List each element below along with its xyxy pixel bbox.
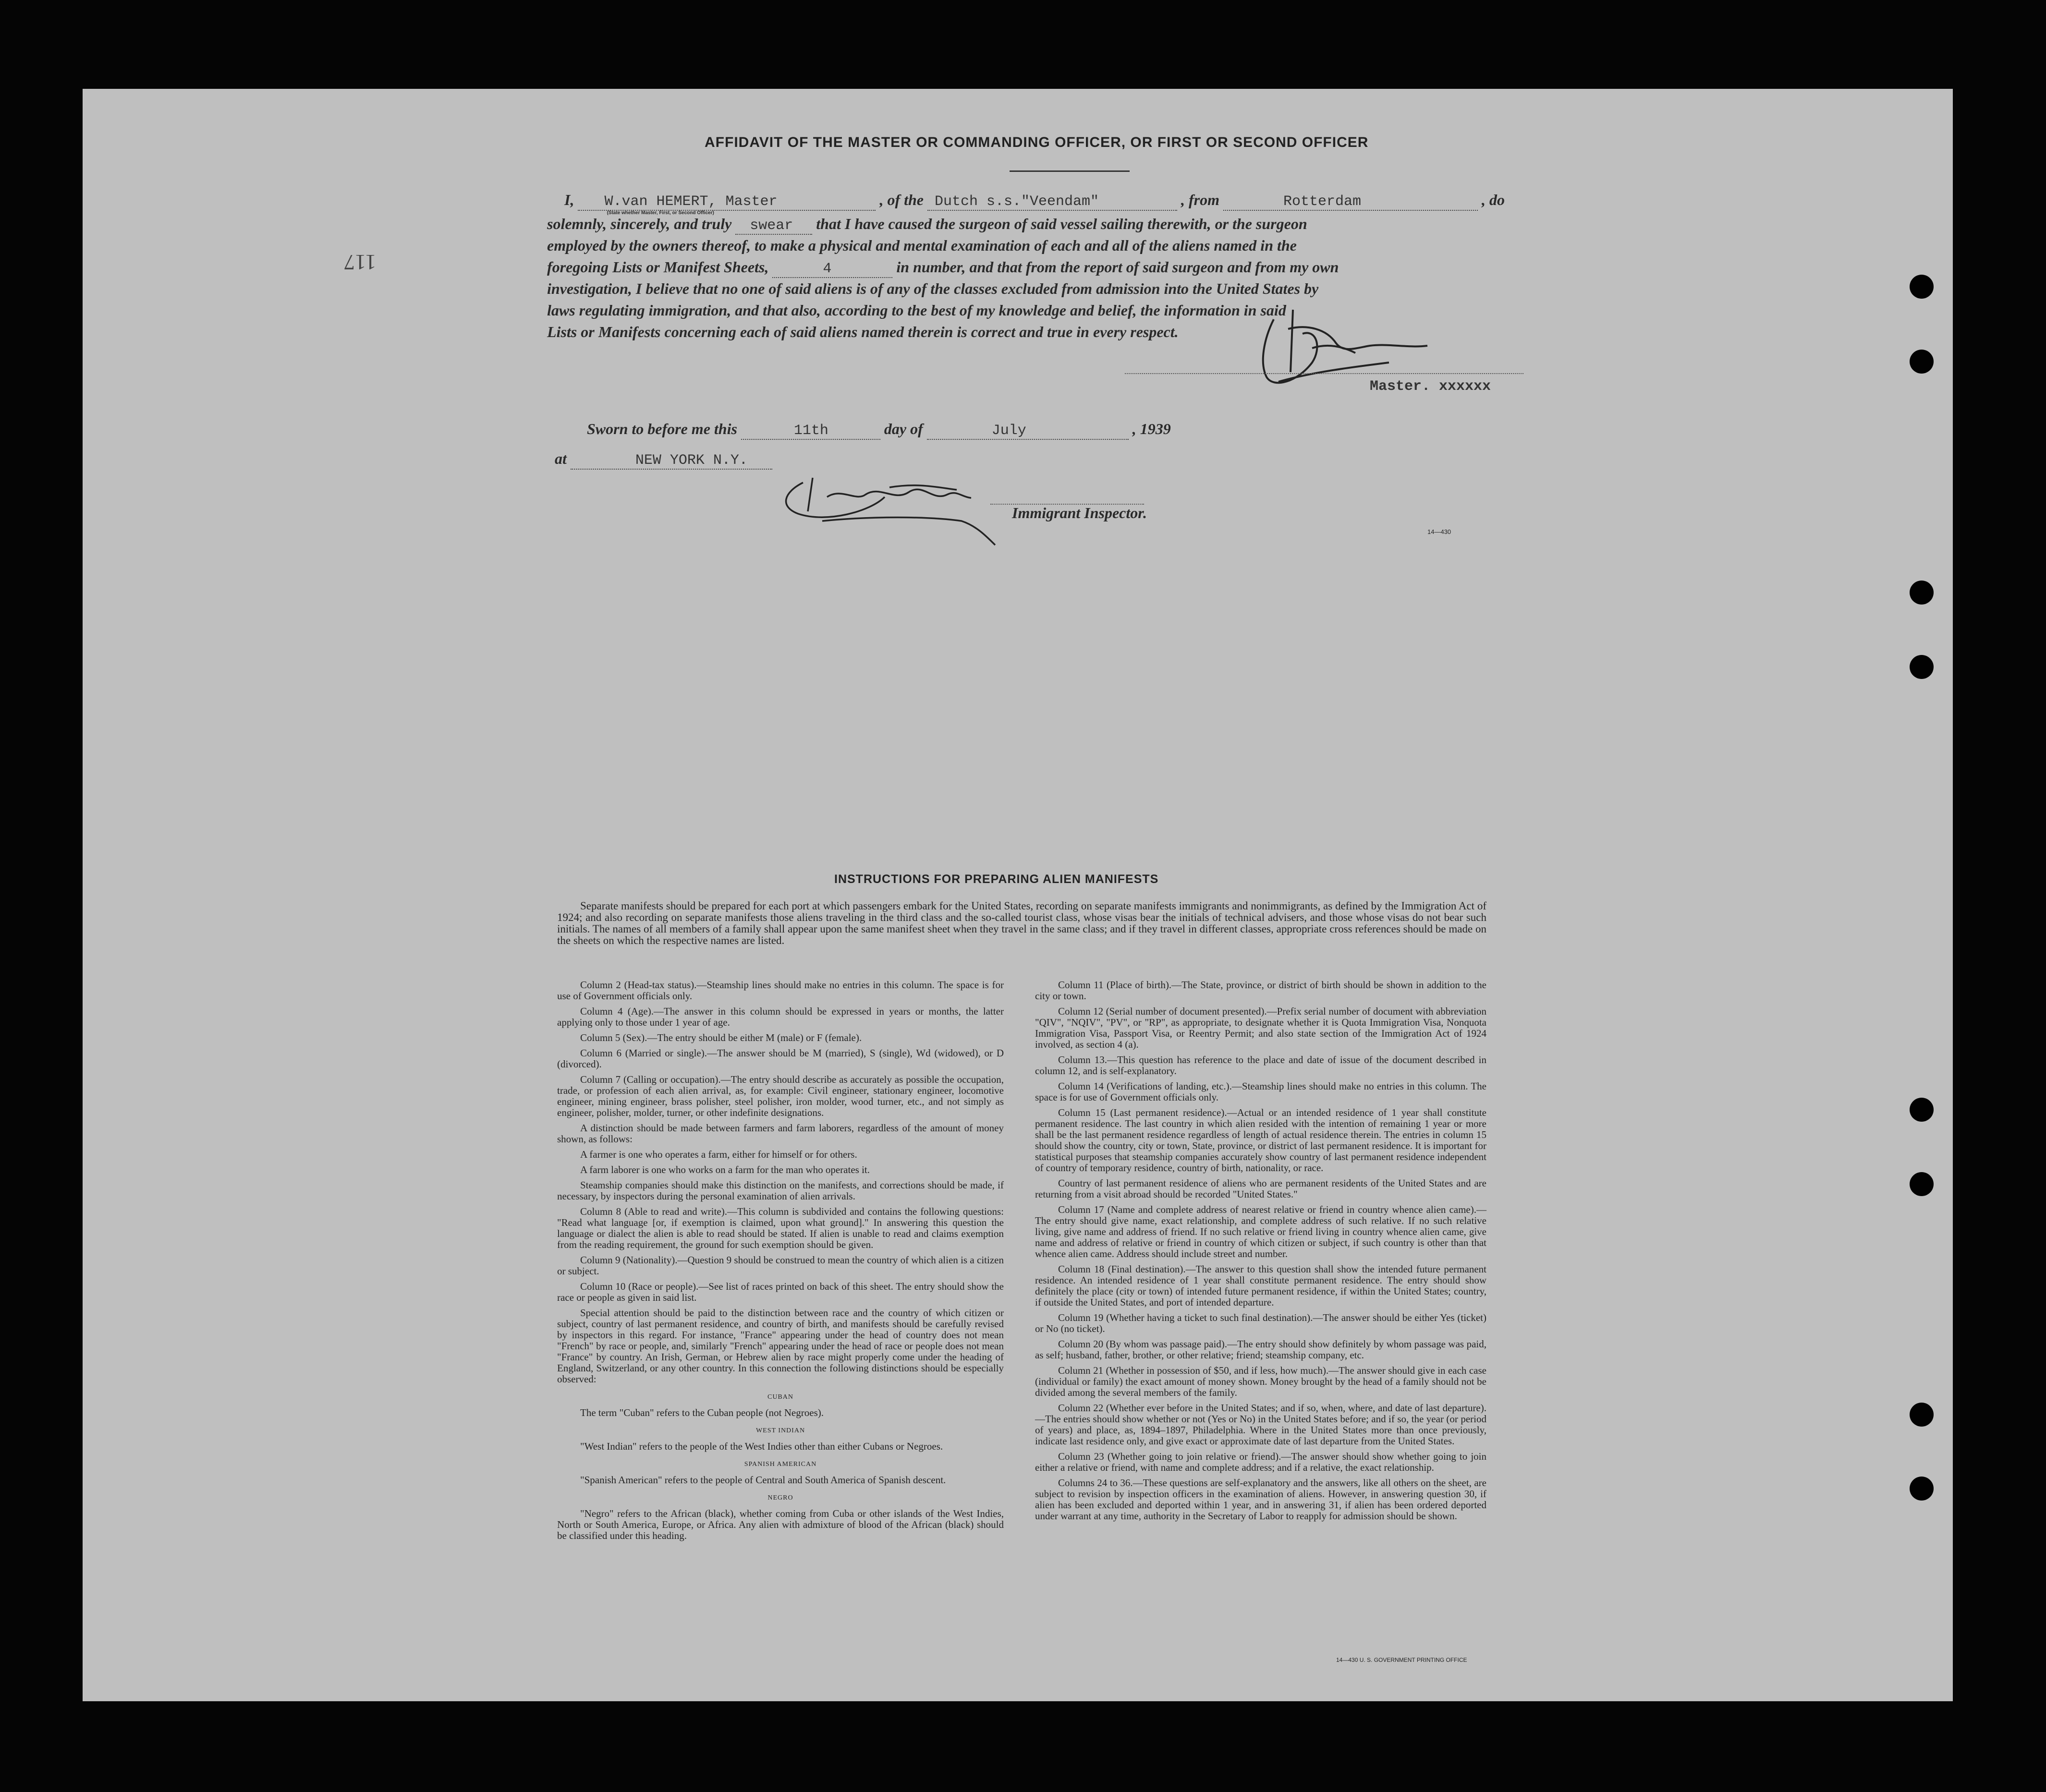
intro-paragraph: Separate manifests should be prepared for each port at which passengers embark for the United States, recording on separate manifests immigrants and nonimmigrants, as defined by the Immigration Act of 1924; and also recording on separate manifests those aliens traveling in the third class and the so-called tourist class, whose visas bear the initials of technical advisers, and those whose visas do not bear such initials. The names of all members of a family shall appear upon the same manifest sheet when they travel in the same class; and if they travel in different classes, appropriate cross references should be made on the sheets on which the respective names are listed.	[557, 900, 1486, 946]
port-value: Rotterdam	[1283, 194, 1362, 210]
instruction-paragraph: Steamship companies should make this distinction on the manifests, and corrections should be made, if necessary, by inspectors during the personal examination of alien arrivals.	[557, 1179, 1004, 1202]
year-value: , 1939	[1132, 420, 1171, 437]
instruction-paragraph: Column 23 (Whether going to join relative or friend).—The answer should show whether going to join either a relative or friend, with name and complete address; and if a relative, the exact relationship.	[1035, 1451, 1486, 1473]
instruction-paragraph: A farm laborer is one who works on a farm for the man who operates it.	[580, 1164, 870, 1175]
instruction-paragraph: Column 14 (Verifications of landing, etc.).—Steamship lines should make no entries in this column. The space is for use of Government officials only.	[1035, 1080, 1486, 1103]
affidavit-line-5: investigation, I believe that no one of said aliens is of any of the classes excluded from admission into the United States by	[547, 280, 1319, 297]
officer-field	[578, 191, 876, 216]
instruction-paragraph: Column 6 (Married or single).—The answer should be M (married), S (single), Wd (widowed), or D (divorced).	[557, 1047, 1004, 1070]
instruction-paragraph: Special attention should be paid to the distinction between race and the country of which citizen or subject, country of last permanent residence, and country of birth, and manifests should be carefully revised by inspectors in this regard. For instance, "France" appearing under the head of country does not mean "French" by race or people, and, similarly "French" appearing under the head of race or people does not mean "France" by country. An Irish, German, or Hebrew alien by race might properly come under the heading of England, Switzerland, or any other country. In this connection the following distinctions should be especially observed:	[557, 1307, 1004, 1385]
text-at: at	[555, 450, 567, 467]
binder-hole	[1910, 1098, 1934, 1122]
affidavit-line-2	[547, 215, 1307, 235]
instruction-paragraph: Column 13.—This question has reference to the place and date of issue of the document described in column 12, and is self-explanatory.	[1035, 1054, 1486, 1077]
printing-office-footer: 14—430 U. S. GOVERNMENT PRINTING OFFICE	[1336, 1657, 1467, 1663]
instruction-paragraph: Country of last permanent residence of aliens who are permanent residents of the United States and are returning from a visit abroad should be recorded "United States."	[1035, 1177, 1486, 1200]
instruction-paragraph: Column 19 (Whether having a ticket to such final destination).—The answer should be either Yes (ticket) or No (no ticket).	[1035, 1312, 1486, 1334]
instruction-paragraph: Column 7 (Calling or occupation).—The entry should describe as accurately as possible the occupation, trade, or profession of each alien arrival, as, for example: Civil engineer, stationary engineer, locomotive engineer, mining engineer, brass polisher, steel polisher, iron molder, wood turner, etc., and not simply as engineer, polisher, molder, turner, or other indefinite designations.	[557, 1074, 1004, 1118]
instruction-paragraph: Column 2 (Head-tax status).—Steamship lines should make no entries in this column. The space is for use of Government officials only.	[557, 979, 1004, 1002]
instruction-paragraph: Column 5 (Sex).—The entry should be either M (male) or F (female).	[580, 1032, 862, 1043]
instruction-paragraph: Column 21 (Whether in possession of $50, and if less, how much).—The answer should give in each case (individual or family) the exact amount of money shown. Money brought by the head of a family should not be divided among the several members of the family.	[1035, 1365, 1486, 1398]
affidavit-title: AFFIDAVIT OF THE MASTER OR COMMANDING OFFICER, OR FIRST OR SECOND OFFICER	[705, 134, 1369, 150]
instruction-paragraph: Column 11 (Place of birth).—The State, province, or district of birth should be shown in addition to the city or town.	[1035, 979, 1486, 1002]
text-in-number: in number, and that from the report of said surgeon and from my own	[896, 258, 1339, 276]
officer-name-note: (State whether Master, First, or Second Officer)	[607, 210, 714, 216]
text-i: I,	[564, 191, 574, 208]
form-number: 14—430	[1427, 528, 1451, 535]
text-from: , from	[1181, 191, 1219, 208]
text-surgeon: that I have caused the surgeon of said vessel sailing therewith, or the surgeon	[816, 215, 1307, 232]
month-value: July	[991, 423, 1026, 439]
affidavit-line-1	[564, 191, 1505, 216]
text-sworn: Sworn to before me this	[587, 420, 737, 437]
sheets-field	[772, 258, 892, 278]
heading-spanish-american: SPANISH AMERICAN	[744, 1461, 817, 1468]
instruction-paragraph: Column 10 (Race or people).—See list of races printed on back of this sheet. The entry should show the race or people as given in said list.	[557, 1281, 1004, 1303]
affidavit-line-3: employed by the owners thereof, to make a physical and mental examination of each and all of the aliens named in the	[547, 237, 1297, 254]
instruction-paragraph: Column 8 (Able to read and write).—This column is subdivided and contains the following questions: "Read what language [or, if exemption is claimed, upon what ground]." In answering this question the language or dialect the alien is able to read should be stated. If alien is unable to read and claims exemption from the reading requirement, the ground for such exemption should be given.	[557, 1206, 1004, 1250]
vessel-field	[927, 191, 1177, 211]
oath-field	[735, 215, 812, 235]
signature-title: Master. xxxxxx	[1370, 378, 1491, 395]
heading-cuban: CUBAN	[767, 1393, 793, 1401]
instruction-paragraph: "Spanish American" refers to the people of Central and South America of Spanish descent.	[580, 1474, 946, 1486]
instruction-paragraph: Column 12 (Serial number of document presented).—Prefix serial number of document with abbreviation "QIV", "NQIV", "PV", or "RP", as appropriate, to designate whether it is Quota Immigration Visa, Nonquota Immigration Visa, Passport Visa, or Reentry Permit; and also state section of the Immigration Act of 1924 involved, as section 4 (a).	[1035, 1005, 1486, 1050]
affidavit-line-7: Lists or Manifests concerning each of said aliens named therein is correct and true in every respect.	[547, 323, 1179, 340]
title-rule	[1010, 170, 1130, 172]
text-foregoing: foregoing Lists or Manifest Sheets,	[547, 258, 769, 276]
oath-value: swear	[750, 218, 793, 234]
inspector-title: Immigrant Inspector.	[1012, 504, 1147, 521]
instruction-paragraph: The term "Cuban" refers to the Cuban people (not Negroes).	[580, 1407, 824, 1418]
binder-hole	[1910, 1172, 1934, 1196]
affidavit-line-6: laws regulating immigration, and that also, according to the best of my knowledge and belief, the information in said	[547, 302, 1286, 319]
instruction-paragraph: Column 4 (Age).—The answer in this column should be expressed in years or months, the latter applying only to those under 1 year of age.	[557, 1005, 1004, 1028]
vessel-value: Dutch s.s."Veendam"	[935, 194, 1099, 210]
affidavit-line-4	[547, 258, 1339, 278]
text-day-of: day of	[884, 420, 923, 437]
text-do: , do	[1482, 191, 1505, 208]
month-field	[927, 420, 1129, 440]
instruction-paragraph: Column 22 (Whether ever before in the United States; and if so, when, where, and date of last departure).—The entries should show whether or not (Yes or No) in the United States before; and if so, the year (or period of years) and place, as, 1894–1897, Philadelphia. Where in the United States more than once previously, indicate last residence only, and give exact or approximate date of last departure from the United States.	[1035, 1402, 1486, 1447]
text-of-the: , of the	[879, 191, 924, 208]
master-signature-line	[1125, 373, 1523, 374]
day-value: 11th	[793, 423, 828, 439]
instruction-paragraph: Column 18 (Final destination).—The answer to this question shall show the intended future permanent residence. An intended residence of 1 year shall constitute permanent residence. The entry should show definitely the place (city or town) of intended future permanent residence, if within the United States; country, if outside the United States, and port of intended departure.	[1035, 1263, 1486, 1308]
heading-west-indian: WEST INDIAN	[755, 1427, 805, 1434]
place-line	[555, 450, 772, 470]
binder-hole	[1910, 350, 1934, 374]
officer-name-value: W.van HEMERT, Master	[604, 194, 778, 210]
day-field	[741, 420, 880, 440]
heading-negro: NEGRO	[767, 1494, 793, 1501]
instructions-intro	[557, 900, 1486, 951]
port-field	[1223, 191, 1478, 211]
instruction-paragraph: Column 17 (Name and complete address of nearest relative or friend in country whence alien came).—The entry should give name, exact relationship, and complete address of such relative. If no such relative living, give name and address of friend. If no such relative or friend living in country whence alien came, give name and address of relative or friend in country of which citizen or subject, if such country is other than that whence alien came. Address should include street and number.	[1035, 1204, 1486, 1259]
binder-hole	[1910, 1477, 1934, 1501]
place-field	[571, 450, 772, 470]
instruction-paragraph: "Negro" refers to the African (black), whether coming from Cuba or other islands of the West Indies, North or South America, Europe, or Africa. Any alien with admixture of blood of the African (black) should be classified under this heading.	[557, 1508, 1004, 1541]
instruction-paragraph: A distinction should be made between farmers and farm laborers, regardless of the amount of money shown, as follows:	[557, 1122, 1004, 1145]
instructions-left-column	[557, 980, 1004, 1546]
place-value: NEW YORK N.Y.	[635, 452, 748, 469]
sworn-line	[587, 420, 1171, 440]
instructions-title: INSTRUCTIONS FOR PREPARING ALIEN MANIFESTS	[834, 872, 1159, 886]
instruction-paragraph: Columns 24 to 36.—These questions are self-explanatory and the answers, like all others on the sheet, are subject to revision by inspection officers in the examination of aliens. However, in answering question 30, if alien has been excluded and deported within 1 year, and in answering 31, if alien has been ordered deported under warrant at any time, authority in the Secretary of Labor to reapply for admission should be shown.	[1035, 1477, 1486, 1522]
instruction-paragraph: Column 15 (Last permanent residence).—Actual or an intended residence of 1 year shall constitute permanent residence. The last country in which alien resided with the intention of remaining 1 year or more shall be the last permanent residence regardless of length of actual residence therein. The entries in column 15 should show the country, city or town, State, province, or district of last permanent residence. It is important for statistical purposes that steamship companies accurately show country of last permanent residence independent of country of temporary residence, country of birth, nationality, or race.	[1035, 1107, 1486, 1174]
binder-hole	[1910, 581, 1934, 605]
text-solemnly: solemnly, sincerely, and truly	[547, 215, 732, 232]
binder-hole	[1910, 1403, 1934, 1427]
instructions-right-column	[1035, 980, 1486, 1526]
instruction-paragraph: Column 20 (By whom was passage paid).—The entry should show definitely by whom passage was paid, as self; husband, father, brother, or other relative; friend; steamship company, etc.	[1035, 1338, 1486, 1361]
binder-hole	[1910, 275, 1934, 299]
instruction-paragraph: A farmer is one who operates a farm, either for himself or for others.	[580, 1149, 857, 1160]
binder-hole	[1910, 655, 1934, 679]
sheets-value: 4	[823, 261, 832, 277]
document-page	[83, 89, 1953, 1701]
margin-annotation: 117	[344, 250, 377, 275]
instruction-paragraph: "West Indian" refers to the people of the West Indies other than either Cubans or Negroes.	[580, 1441, 943, 1452]
instruction-paragraph: Column 9 (Nationality).—Question 9 should be construed to mean the country of which alien is a citizen or subject.	[557, 1254, 1004, 1277]
